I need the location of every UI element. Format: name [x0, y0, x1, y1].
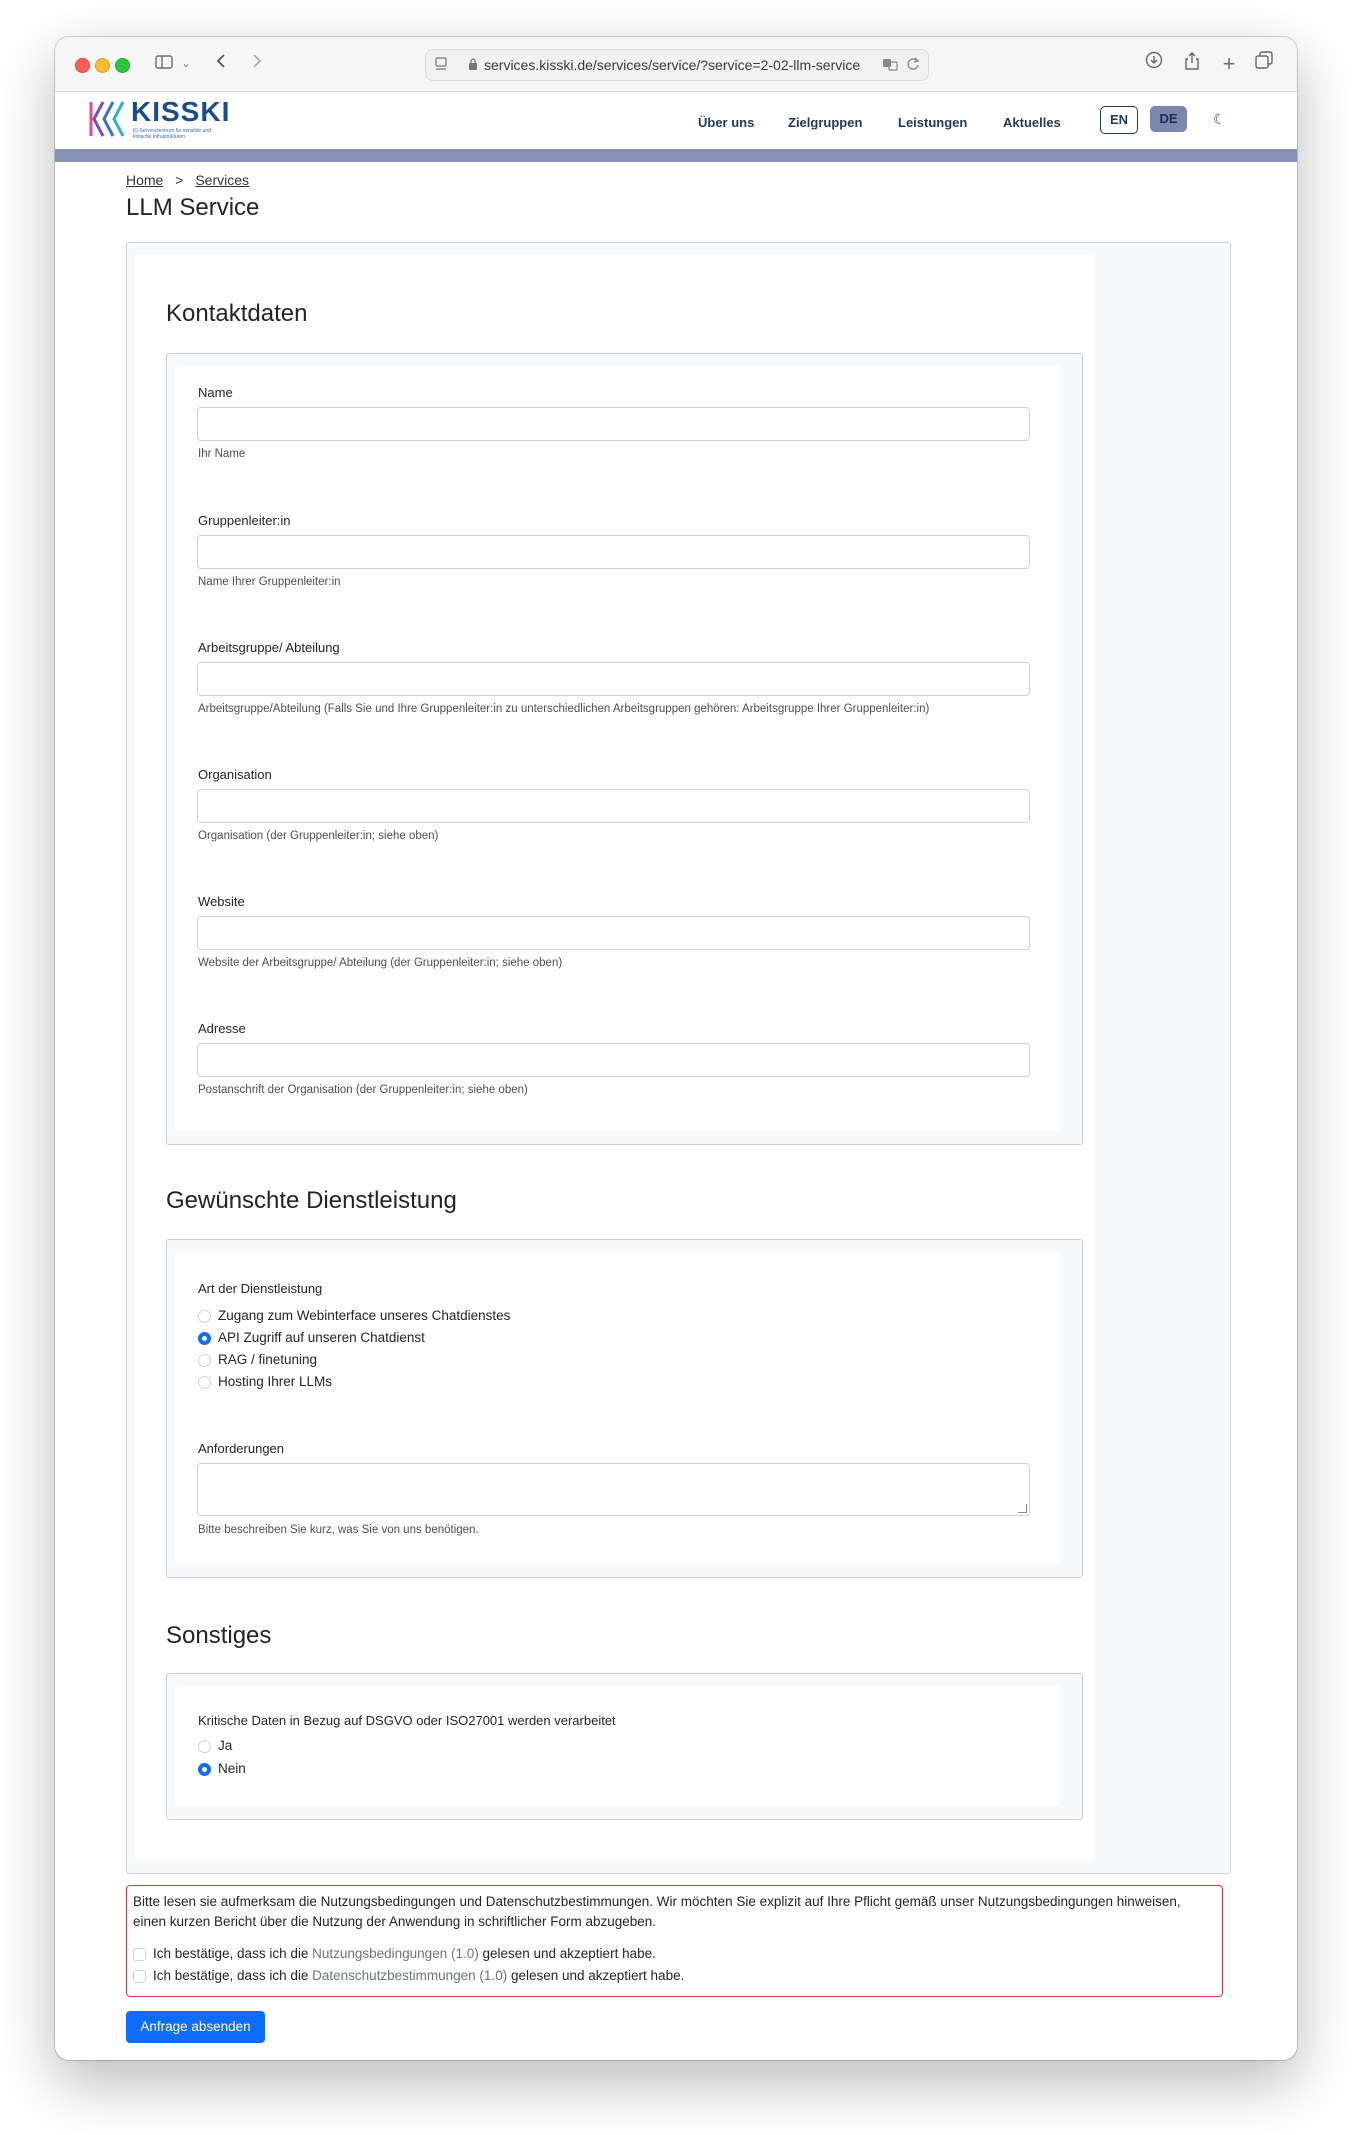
- section-title-kontaktdaten: Kontaktdaten: [166, 300, 308, 327]
- lang-de-button[interactable]: DE: [1150, 106, 1187, 132]
- radio-webinterface[interactable]: [198, 1310, 211, 1323]
- contact-group-content: [175, 366, 1059, 1131]
- service-group-content: [175, 1252, 1059, 1564]
- download-icon[interactable]: [1143, 51, 1165, 77]
- zoom-window-button[interactable]: [115, 58, 130, 73]
- terms-check-label: [153, 1946, 656, 1961]
- anforderungen-label: Anforderungen: [198, 1441, 285, 1456]
- radio-label-rag: RAG / finetuning: [218, 1352, 318, 1367]
- radio-nein[interactable]: [198, 1763, 211, 1776]
- contact-group: [166, 353, 1083, 1145]
- radio-ja[interactable]: [198, 1740, 211, 1753]
- section-title-dienstleistung: Gewünschte Dienstleistung: [166, 1187, 457, 1214]
- forward-arrow-icon[interactable]: [247, 51, 267, 77]
- new-tab-icon[interactable]: +: [1222, 51, 1236, 76]
- radio-label-api: API Zugriff auf unseren Chatdienst: [218, 1330, 425, 1345]
- arbeitsgruppe-help: Arbeitsgruppe/Abteilung (Falls Sie und Ihre Gruppenleiter:in zu unterschiedlichen Arbeitsgruppen gehören: Arbeitsgruppe Ihrer Gruppenleiter:in): [198, 703, 930, 715]
- section-title-sonstiges: Sonstiges: [166, 1622, 272, 1649]
- chevron-down-icon[interactable]: ⌄: [181, 58, 191, 70]
- privacy-checkbox[interactable]: [133, 1970, 146, 1983]
- url-text: services.kisski.de/services/service/?service=2-02-llm-service: [484, 57, 861, 73]
- website-input[interactable]: [197, 916, 1030, 950]
- privacy-link[interactable]: Datenschutzbestimmungen (1.0): [312, 1968, 508, 1983]
- page-settings-icon[interactable]: [434, 56, 448, 77]
- share-icon[interactable]: [1181, 51, 1203, 79]
- minimize-window-button[interactable]: [95, 58, 110, 73]
- name-help: Ihr Name: [198, 448, 246, 460]
- nav-link-zielgruppen[interactable]: Zielgruppen: [788, 115, 863, 130]
- translate-icon[interactable]: [882, 56, 898, 77]
- radio-label-hosting: Hosting Ihrer LLMs: [218, 1374, 333, 1389]
- other-group: [166, 1673, 1083, 1820]
- adresse-label: Adresse: [198, 1021, 246, 1036]
- radio-api[interactable]: [198, 1332, 211, 1345]
- reload-icon[interactable]: [906, 56, 920, 77]
- website-label: Website: [198, 894, 245, 909]
- terms-check-prefix: Ich bestätige, dass ich die: [153, 1946, 313, 1961]
- form-panel: [126, 242, 1231, 1874]
- radio-label-nein: Nein: [218, 1761, 246, 1776]
- terms-check-suffix: gelesen und akzeptiert habe.: [478, 1946, 656, 1961]
- adresse-input[interactable]: [197, 1043, 1030, 1077]
- radio-label-webinterface: Zugang zum Webinterface unseres Chatdienstes: [218, 1308, 511, 1323]
- tab-overview-icon[interactable]: [1253, 51, 1275, 77]
- site-navbar: [55, 92, 1297, 149]
- privacy-check-suffix: gelesen und akzeptiert habe.: [507, 1968, 685, 1983]
- service-group: [166, 1239, 1083, 1578]
- resize-handle-icon[interactable]: [1018, 1504, 1027, 1513]
- gruppenleiter-help: Name Ihrer Gruppenleiter:in: [198, 576, 341, 588]
- terms-link[interactable]: Nutzungsbedingungen (1.0): [312, 1946, 479, 1961]
- lang-en-button[interactable]: EN: [1100, 106, 1138, 134]
- other-group-content: [175, 1686, 1059, 1806]
- privacy-check-label: [153, 1968, 684, 1983]
- arbeitsgruppe-input[interactable]: [197, 662, 1030, 696]
- privacy-check-prefix: Ich bestätige, dass ich die: [153, 1968, 313, 1983]
- name-label: Name: [198, 385, 233, 400]
- radio-label-ja: Ja: [218, 1738, 233, 1753]
- breadcrumb-home[interactable]: Home: [126, 172, 164, 188]
- address-bar[interactable]: [425, 49, 929, 81]
- close-window-button[interactable]: [75, 58, 90, 73]
- browser-window: [55, 37, 1297, 2060]
- kisski-logo-icon[interactable]: [89, 100, 129, 138]
- radio-rag[interactable]: [198, 1354, 211, 1367]
- form-content: [135, 255, 1093, 1860]
- breadcrumb-services[interactable]: Services: [195, 172, 250, 188]
- name-input[interactable]: [197, 407, 1030, 441]
- adresse-help: Postanschrift der Organisation (der Gruppenleiter:in; siehe oben): [198, 1084, 528, 1096]
- anforderungen-textarea[interactable]: [197, 1463, 1030, 1516]
- logo-text[interactable]: KISSKI: [131, 96, 231, 127]
- radio-hosting[interactable]: [198, 1376, 211, 1389]
- notice-text: Bitte lesen sie aufmerksam die Nutzungsbedingungen und Datenschutzbestimmungen. Wir möchten Sie explizit auf Ihre Pflicht gemäß unser Nutzungsbedingungen hinweisen, einen kurzen Bericht über die Nutzung der Anwendung in schriftlicher Form abzugeben.: [133, 1894, 1181, 1929]
- organisation-label: Organisation: [198, 767, 272, 782]
- dark-mode-moon-icon[interactable]: ☾: [1213, 111, 1226, 127]
- back-arrow-icon[interactable]: [211, 51, 231, 77]
- gruppenleiter-input[interactable]: [197, 535, 1030, 569]
- sidebar-toggle-icon[interactable]: [152, 51, 176, 77]
- gruppenleiter-label: Gruppenleiter:in: [198, 513, 291, 528]
- service-type-label: Art der Dienstleistung: [198, 1281, 323, 1296]
- breadcrumb-separator: >: [175, 172, 184, 188]
- organisation-input[interactable]: [197, 789, 1030, 823]
- nav-link-ueber-uns[interactable]: Über uns: [698, 115, 755, 130]
- terms-notice: [126, 1885, 1223, 1997]
- arbeitsgruppe-label: Arbeitsgruppe/ Abteilung: [198, 640, 340, 655]
- header-band: [55, 149, 1297, 162]
- lock-icon: [468, 58, 478, 76]
- browser-titlebar: [55, 37, 1297, 92]
- anforderungen-help: Bitte beschreiben Sie kurz, was Sie von uns benötigen.: [198, 1524, 479, 1536]
- kritische-daten-label: Kritische Daten in Bezug auf DSGVO oder ISO27001 werden verarbeitet: [198, 1713, 616, 1728]
- logo-subtitle: KI-Servicezentrum für sensible und kritische Infrastrukturen: [133, 128, 211, 140]
- terms-checkbox[interactable]: [133, 1948, 146, 1961]
- page-title: LLM Service: [126, 194, 260, 221]
- breadcrumb: [126, 172, 249, 188]
- website-help: Website der Arbeitsgruppe/ Abteilung (der Gruppenleiter:in; siehe oben): [198, 957, 563, 969]
- organisation-help: Organisation (der Gruppenleiter:in; siehe oben): [198, 830, 439, 842]
- nav-link-aktuelles[interactable]: Aktuelles: [1003, 115, 1061, 130]
- nav-link-leistungen[interactable]: Leistungen: [898, 115, 968, 130]
- submit-button[interactable]: Anfrage absenden: [126, 2011, 265, 2043]
